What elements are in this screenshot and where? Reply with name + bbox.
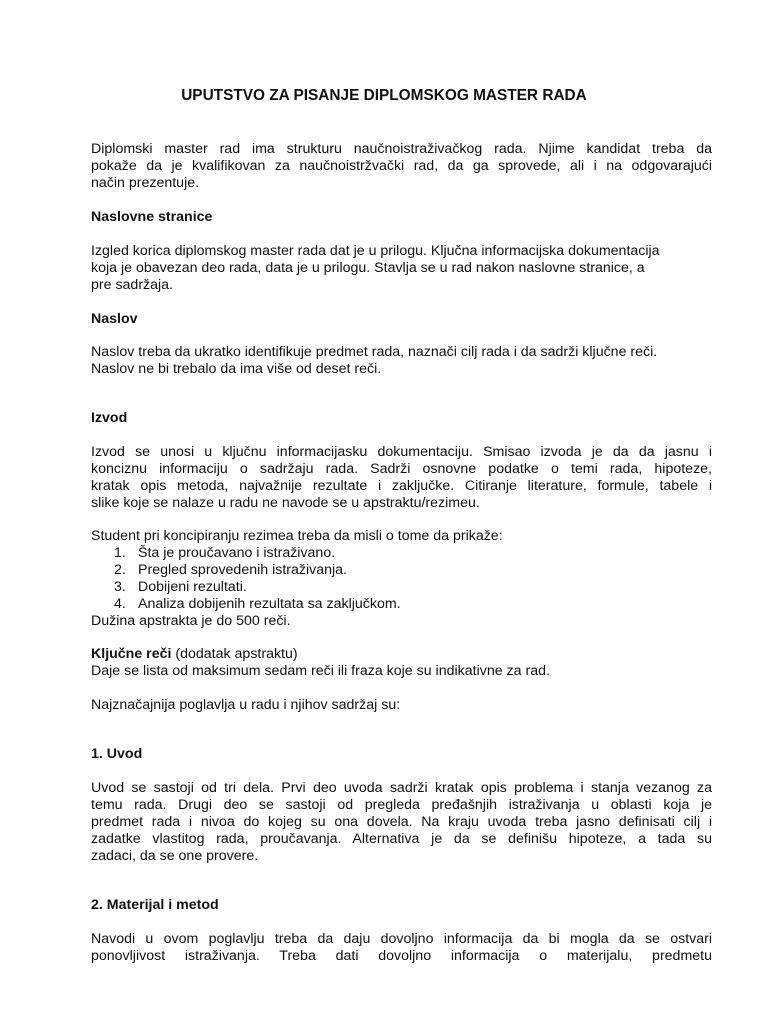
materijal-line: ponovljivost istraživanja. Treba dati dovoljno informacija o materijalu, predmetu [91,948,712,964]
intro-line: način prezentuje. [91,175,200,191]
intro-line: pokaže da je kvalifikovan za naučnoistržvački rad, da ga sprovede, ali i na odgovarajući [91,158,712,174]
uvod-heading: 1. Uvod [91,746,143,762]
list-item-text: Dobijeni rezultati. [138,579,247,595]
student-text: Student pri koncipiranju rezimea treba da misli o tome da prikaže: [91,528,503,544]
list-item-number: 1. [114,545,126,561]
kljucne-text: Daje se lista od maksimum sedam reči ili fraza koje su indikativne za rad. [91,663,550,679]
intro-line: Diplomski master rad ima strukturu naučnoistraživačkog rada. Njime kandidat treba da [91,141,712,157]
izvod-line: kratak opis metoda, najvažnije rezultate i zaključke. Citiranje literature, formule, tabele i [91,478,712,494]
list-item [91,562,712,579]
list-item-number: 2. [114,562,126,578]
izvod-heading: Izvod [91,410,128,426]
abstract-list [91,545,712,613]
uvod-line: zadaci, da se one provere. [91,848,259,864]
kljucne-heading: Ključne reči [91,646,172,662]
list-item-number: 3. [114,579,126,595]
uvod-line: temu rada. Drugi deo se sastoji od pregleda prеđašnjih istraživanja u oblasti koja je [91,797,712,813]
intro-paragraph [91,141,712,192]
naslovne-paragraph [91,243,712,294]
naslov-line: Naslov ne bi trebalo da ima više od deset reči. [91,361,382,377]
izvod-line: konciznu informaciju o sadržaju rada. Sadrži osnovne podatke o temi rada, hipoteze, [91,461,712,477]
izvod-paragraph [91,444,712,512]
kljucne-note: (dodatak apstraktu) [171,646,298,662]
poglavlja-text: Najznačajnija poglavlja u radu i njihov sadržaj su: [91,697,401,713]
naslovne-line: pre sadržaja. [91,277,174,293]
naslovne-line: koja je obavezan deo rada, data je u prilogu. Stavlja se u rad nakon naslovne stranice, a [91,260,645,276]
list-item-text: Analiza dobijenih rezultata sa zaključkom. [138,596,401,612]
list-item [91,545,712,562]
naslov-paragraph [91,344,712,378]
izvod-line: slike koje se nalaze u radu ne navode se u apstraktu/rezimeu. [91,495,480,511]
izvod-line: Izvod se unosi u ključnu informacijasku dokumentaciju. Smisao izvoda je da da jasnu i [91,444,712,460]
uvod-paragraph [91,780,712,865]
list-item [91,579,712,596]
materijal-paragraph [91,931,712,965]
uvod-line: predmet rada i nivoa do kojeg su ona dovela. Na kraju uvoda treba jasno definisati cilj i [91,814,712,830]
list-item-text: Pregled sprovedenih istraživanja. [138,562,347,578]
naslovne-line: Izgled korica diplomskog master rada dat je u prilogu. Ključna informacijska dokumentacija [91,243,660,259]
list-item-text: Šta je proučavano i istraživano. [138,545,336,561]
materijal-line: Navodi u ovom poglavlju treba da daju dovoljno informacija da bi mogla da se ostvari [91,931,712,947]
abstract-length-text: Dužina apstrakta je do 500 reči. [91,613,291,629]
list-item [91,596,712,613]
list-item-number: 4. [114,596,126,612]
uvod-line: zadatke vlastitog rada, proučavanja. Alternativa je da se definišu hipoteze, a tada su [91,831,712,847]
uvod-line: Uvod se sastoji od tri dela. Prvi deo uvoda sadrži kratak opis problema i stanja vezanog za [91,780,712,796]
naslov-line: Naslov treba da ukratko identifikuje predmet rada, naznači cilj rada i da sadrži ključne reči. [91,344,658,360]
naslov-heading: Naslov [91,311,138,327]
materijal-heading: 2. Materijal i metod [91,897,219,913]
document-title: UPUTSTVO ZA PISANJE DIPLOMSKOG MASTER RADA [181,87,587,104]
kljucne-heading-line [91,646,712,663]
naslovne-heading: Naslovne stranice [91,209,213,225]
